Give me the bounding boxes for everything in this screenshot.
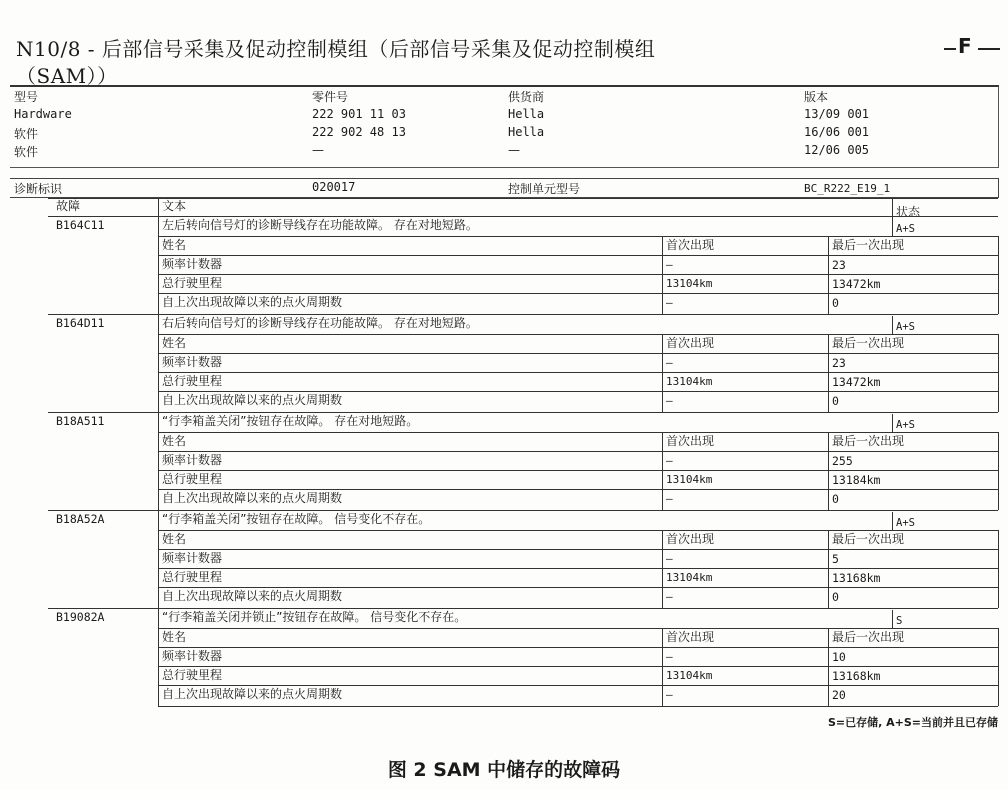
detail-header-last: 最后一次出现 (832, 336, 905, 350)
info-row-2-supplier: Hella (508, 125, 545, 139)
detail-header-name: 姓名 (162, 336, 187, 350)
detail-right-rule (998, 530, 999, 608)
fault-status: A+S (896, 419, 915, 431)
detail-first-freq: — (666, 454, 673, 467)
detail-row-rule (158, 470, 998, 471)
detail-last-rule (828, 334, 829, 412)
detail-last-ignition: 20 (832, 688, 846, 702)
fault-status: A+S (896, 517, 915, 529)
detail-row-rule (158, 293, 998, 294)
fault-code: B19082A (56, 610, 105, 624)
status-column-rule (892, 512, 893, 530)
fault-status: A+S (896, 321, 915, 333)
status-column-rule (892, 316, 893, 334)
detail-label-freq: 频率计数器 (162, 257, 223, 271)
detail-last-ignition: 0 (832, 394, 839, 408)
detail-row-rule (158, 666, 998, 667)
info-row-3-type: 软件 (14, 145, 39, 159)
status-column-rule (892, 218, 893, 236)
detail-header-first: 首次出现 (666, 532, 715, 546)
info-row-3-version: 12/06 005 (804, 143, 870, 157)
detail-last-freq: 23 (832, 356, 846, 370)
detail-first-mileage: 13104km (666, 375, 713, 388)
detail-header-last: 最后一次出现 (832, 532, 905, 546)
detail-row-rule (158, 274, 998, 275)
detail-first-ignition: — (666, 492, 673, 505)
fault-column-rule (158, 608, 159, 706)
detail-last-mileage: 13184km (832, 473, 881, 487)
info-row-2-part: 222 902 48 13 (312, 125, 406, 139)
detail-row-rule (158, 685, 998, 686)
detail-last-rule (828, 236, 829, 314)
info-row-3-supplier: — (508, 143, 520, 157)
detail-first-mileage: 13104km (666, 571, 713, 584)
fault-code: B18A52A (56, 512, 105, 526)
info-header-version: 版本 (804, 90, 829, 104)
detail-first-rule (662, 236, 663, 314)
detail-last-ignition: 0 (832, 492, 839, 506)
fault-description: 右后转向信号灯的诊断导线存在功能故障。 存在对地短路。 (162, 316, 478, 330)
detail-last-rule (828, 530, 829, 608)
fault-description: “行李箱盖关闭”按钮存在故障。 信号变化不存在。 (162, 512, 431, 526)
diag-id-value: 020017 (312, 180, 356, 194)
fault-row-rule (48, 608, 998, 609)
info-header-part: 零件号 (312, 90, 349, 104)
fault-code: B164C11 (56, 218, 105, 232)
detail-first-mileage: 13104km (666, 669, 713, 682)
detail-header-first: 首次出现 (666, 238, 715, 252)
fault-description: “行李箱盖关闭并锁止”按钮存在故障。 信号变化不存在。 (162, 610, 467, 624)
fault-code: B18A511 (56, 414, 105, 428)
fault-description: 左后转向信号灯的诊断导线存在功能故障。 存在对地短路。 (162, 218, 478, 232)
fault-table-top-rule (48, 198, 998, 199)
info-row-1-type: Hardware (14, 107, 72, 121)
detail-row-rule (158, 489, 998, 490)
status-legend: S=已存储, A+S=当前并且已存储 (827, 716, 998, 729)
detail-header-name: 姓名 (162, 238, 187, 252)
detail-header-name: 姓名 (162, 434, 187, 448)
detail-label-ignition: 自上次出现故障以来的点火周期数 (162, 491, 343, 505)
detail-top-rule (158, 236, 998, 237)
detail-label-mileage: 总行驶里程 (162, 374, 223, 388)
detail-right-rule (998, 628, 999, 706)
detail-row-rule (158, 647, 998, 648)
detail-top-rule (158, 530, 998, 531)
detail-label-freq: 频率计数器 (162, 355, 223, 369)
detail-first-freq: — (666, 552, 673, 565)
detail-first-rule (662, 530, 663, 608)
detail-header-first: 首次出现 (666, 630, 715, 644)
fault-table-bottom-rule (158, 706, 998, 707)
detail-first-ignition: — (666, 590, 673, 603)
fault-row-rule (48, 510, 998, 511)
detail-header-first: 首次出现 (666, 336, 715, 350)
info-header-type: 型号 (14, 90, 39, 104)
detail-row-rule (158, 391, 998, 392)
detail-first-ignition: — (666, 296, 673, 309)
ecu-model-label: 控制单元型号 (508, 182, 581, 196)
fault-status: S (896, 615, 903, 627)
detail-top-rule (158, 628, 998, 629)
detail-last-freq: 23 (832, 258, 846, 272)
figure-caption: 图 2 SAM 中储存的故障码 (387, 759, 621, 781)
info-row-1-version: 13/09 001 (804, 107, 870, 121)
fault-code: B164D11 (56, 316, 105, 330)
diag-id-label: 诊断标识 (14, 182, 63, 196)
detail-first-freq: — (666, 356, 673, 369)
detail-right-rule (998, 334, 999, 412)
detail-top-rule (158, 334, 998, 335)
detail-last-rule (828, 628, 829, 706)
ecu-model-value: BC_R222_E19_1 (804, 182, 891, 195)
detail-first-rule (662, 334, 663, 412)
detail-header-last: 最后一次出现 (832, 434, 905, 448)
detail-header-first: 首次出现 (666, 434, 715, 448)
detail-label-ignition: 自上次出现故障以来的点火周期数 (162, 295, 343, 309)
detail-last-rule (828, 432, 829, 510)
detail-label-mileage: 总行驶里程 (162, 668, 223, 682)
info-row-1-supplier: Hella (508, 107, 545, 121)
detail-label-mileage: 总行驶里程 (162, 276, 223, 290)
detail-row-rule (158, 451, 998, 452)
detail-row-rule (158, 372, 998, 373)
detail-first-ignition: — (666, 688, 673, 701)
fault-header-status: 状态 (896, 205, 921, 219)
detail-first-mileage: 13104km (666, 277, 713, 290)
detail-header-name: 姓名 (162, 532, 187, 546)
fault-row-rule (48, 216, 998, 217)
info-row-2-version: 16/06 001 (804, 125, 870, 139)
detail-last-freq: 255 (832, 454, 853, 468)
detail-label-mileage: 总行驶里程 (162, 570, 223, 584)
fault-column-rule (158, 216, 159, 314)
detail-first-mileage: 13104km (666, 473, 713, 486)
detail-last-freq: 10 (832, 650, 846, 664)
marker-dash-right (978, 48, 1000, 50)
detail-top-rule (158, 432, 998, 433)
info-row-1-part: 222 901 11 03 (312, 107, 406, 121)
document-title-line-1: N10/8 - 后部信号采集及促动控制模组（后部信号采集及促动控制模组 (16, 37, 656, 61)
status-column-rule (892, 414, 893, 432)
detail-row-rule (158, 549, 998, 550)
detail-first-freq: — (666, 650, 673, 663)
document-title-line-2: （SAM）） (16, 64, 118, 88)
detail-last-ignition: 0 (832, 296, 839, 310)
marker-dash-left (944, 48, 956, 50)
info-header-supplier: 供货商 (508, 90, 545, 104)
detail-row-rule (158, 587, 998, 588)
detail-first-rule (662, 432, 663, 510)
detail-label-ignition: 自上次出现故障以来的点火周期数 (162, 687, 343, 701)
detail-label-mileage: 总行驶里程 (162, 472, 223, 486)
detail-last-ignition: 0 (832, 590, 839, 604)
detail-row-rule (158, 568, 998, 569)
fault-status: A+S (896, 223, 915, 235)
detail-row-rule (158, 255, 998, 256)
detail-header-last: 最后一次出现 (832, 630, 905, 644)
detail-right-rule (998, 432, 999, 510)
detail-first-ignition: — (666, 394, 673, 407)
fault-description: “行李箱盖关闭”按钮存在故障。 存在对地短路。 (162, 414, 419, 428)
detail-last-freq: 5 (832, 552, 839, 566)
detail-header-name: 姓名 (162, 630, 187, 644)
fault-column-rule (158, 314, 159, 412)
detail-first-rule (662, 628, 663, 706)
detail-label-ignition: 自上次出现故障以来的点火周期数 (162, 589, 343, 603)
detail-last-mileage: 13168km (832, 669, 881, 683)
section-marker: F (958, 34, 972, 58)
detail-right-rule (998, 236, 999, 314)
fault-row-rule (48, 412, 998, 413)
fault-header-code: 故障 (56, 199, 81, 213)
detail-label-freq: 频率计数器 (162, 453, 223, 467)
fault-row-rule (48, 314, 998, 315)
detail-first-freq: — (666, 258, 673, 271)
detail-row-rule (158, 353, 998, 354)
status-column-rule (892, 610, 893, 628)
fault-column-rule (158, 510, 159, 608)
detail-last-mileage: 13168km (832, 571, 881, 585)
detail-last-mileage: 13472km (832, 277, 881, 291)
detail-last-mileage: 13472km (832, 375, 881, 389)
detail-header-last: 最后一次出现 (832, 238, 905, 252)
fault-column-rule (158, 412, 159, 510)
info-row-2-type: 软件 (14, 127, 39, 141)
info-row-3-part: — (312, 143, 324, 157)
fault-header-text: 文本 (162, 199, 187, 213)
detail-label-freq: 频率计数器 (162, 649, 223, 663)
detail-label-freq: 频率计数器 (162, 551, 223, 565)
detail-label-ignition: 自上次出现故障以来的点火周期数 (162, 393, 343, 407)
